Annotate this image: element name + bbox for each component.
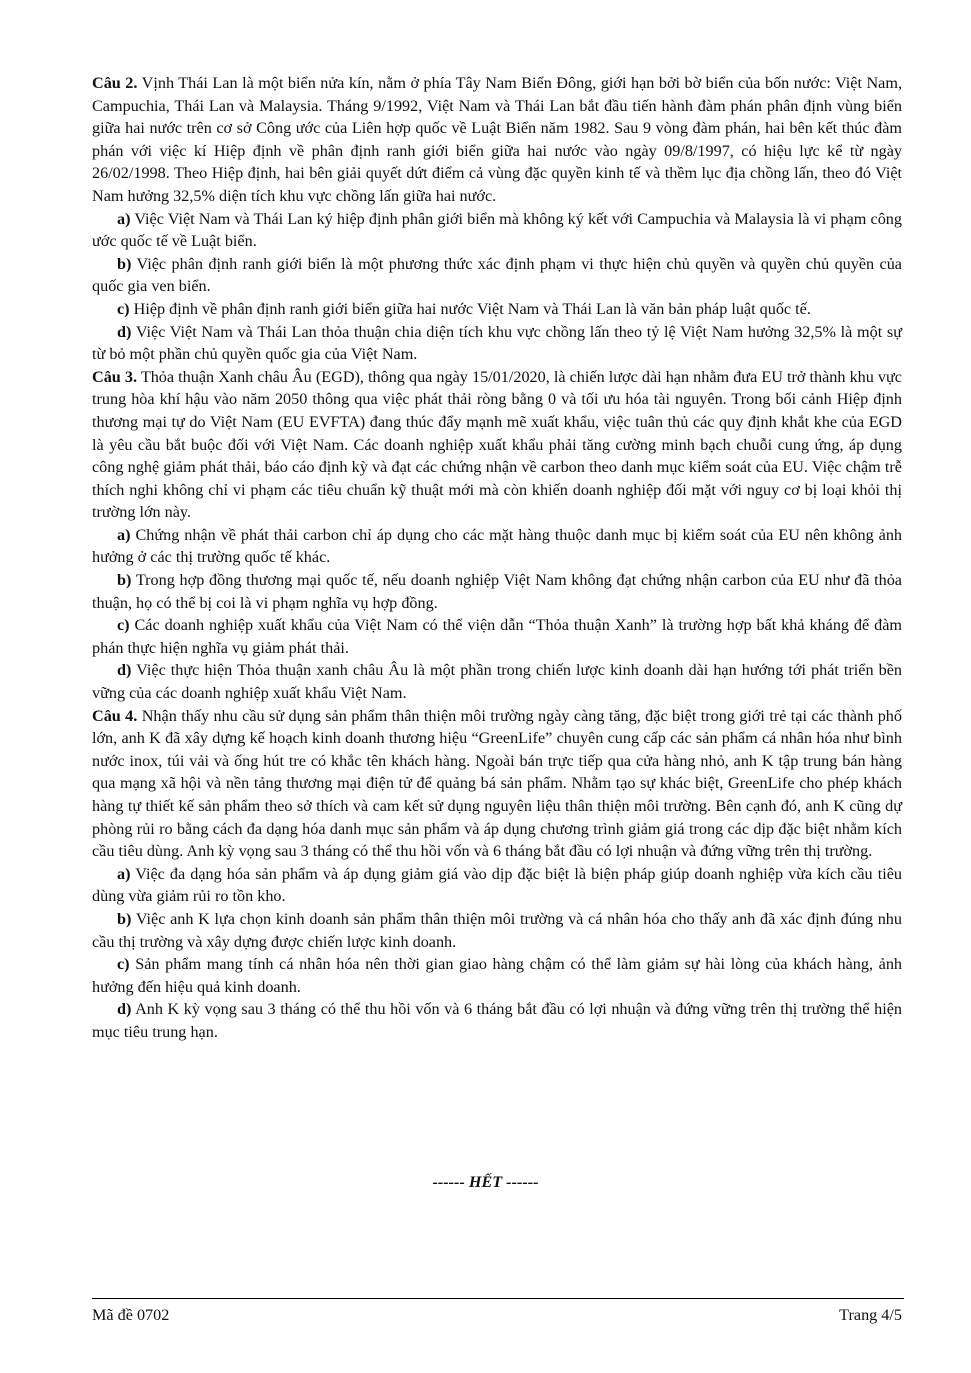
question-2-option-a [92, 208, 902, 253]
option-label: d) [117, 1000, 132, 1019]
option-label: b) [117, 909, 132, 928]
option-text: Việc anh K lựa chọn kinh doanh sản phẩm thân thiện môi trường và cá nhân hóa cho thấy anh đã xác định đúng nhu cầu thị trường và xây dựng được chiến lược kinh doanh. [92, 909, 902, 951]
question-3-label: Câu 3. [92, 367, 138, 386]
question-4 [92, 705, 902, 863]
question-4-label: Câu 4. [92, 706, 138, 725]
option-text: Hiệp định về phân định ranh giới biển giữa hai nước Việt Nam và Thái Lan là văn bản pháp luật quốc tế. [133, 299, 811, 318]
question-3-option-b [92, 569, 902, 614]
option-text: Chứng nhận về phát thải carbon chỉ áp dụng cho các mặt hàng thuộc danh mục bị kiểm soát của EU nên không ảnh hưởng ở các thị trường quốc tế khác. [92, 525, 903, 567]
option-text: Sản phẩm mang tính cá nhân hóa nên thời gian giao hàng chậm có thể làm giảm sự hài lòng của khách hàng, ảnh hưởng đến hiệu quả kinh doanh. [92, 955, 903, 996]
option-text: Việc phân định ranh giới biển là một phương thức xác định phạm vi thực hiện chủ quyền và quyền chủ quyền của quốc gia ven biển. [92, 254, 902, 296]
option-text: Việc Việt Nam và Thái Lan ký hiệp định phân giới biển mà không ký kết với Campuchia và Malaysia là vi phạm công ước quốc tế về Luật biển. [92, 209, 902, 251]
option-text: Việc thực hiện Thỏa thuận xanh châu Âu là một phần trong chiến lược kinh doanh dài hạn hướng tới phát triển bền vững của các doanh nghiệp xuất khẩu Việt Nam. [92, 661, 903, 703]
option-label: a) [117, 864, 131, 883]
option-text: Việc Việt Nam và Thái Lan thỏa thuận chia diện tích khu vực chồng lấn theo tỷ lệ Việt Nam hưởng 32,5% là một sự từ bỏ một phần chủ quyền quốc gia của Việt Nam. [92, 322, 902, 364]
option-label: c) [117, 299, 130, 318]
question-3-option-a [92, 524, 902, 569]
question-4-option-a [92, 863, 902, 908]
question-3-option-c [92, 614, 902, 659]
footer-divider [92, 1298, 904, 1299]
option-text: Trong hợp đồng thương mại quốc tế, nếu doanh nghiệp Việt Nam không đạt chứng nhận carbon của EU như đã thỏa thuận, họ có thể bị coi là vi phạm nghĩa vụ hợp đồng. [92, 571, 902, 612]
question-3-text: Thỏa thuận Xanh châu Âu (EGD), thông qua ngày 15/01/2020, là chiến lược dài hạn nhằm đưa EU trở thành khu vực trung hòa khí hậu vào năm 2050 thông qua việc phát thải ròng bằng 0 và tối ưu hóa tài nguyên. Trong bối cảnh Hiệp định thương mại tự do Việt Nam (EU EVFTA) đang thúc đẩy mạnh mẽ xuất khẩu, việc tuân thủ các quy định khắt khe của EGD là yêu cầu bắt buộc đối với Việt Nam. Các doanh nghiệp xuất khẩu phải tăng cường minh bạch chuỗi cung ứng, áp dụng công nghệ giảm phát thải, báo cáo định kỳ và đạt các chứng nhận về carbon theo danh mục kiểm soát của EU. Việc chậm trễ thích nghi không chỉ vi phạm các tiêu chuẩn kỹ thuật mới mà còn khiến doanh nghiệp đối mặt với nguy cơ bị loại khỏi thị trường lớn này. [92, 367, 902, 522]
question-2-text: Vịnh Thái Lan là một biển nửa kín, nằm ở phía Tây Nam Biển Đông, giới hạn bởi bờ biển của bốn nước: Việt Nam, Campuchia, Thái Lan và Malaysia. Tháng 9/1992, Việt Nam và Thái Lan bắt đầu tiến hành đàm phán phân định vùng biển giữa hai nước trên cơ sở Công ước của Liên hợp quốc về Luật Biển năm 1982. Sau 9 vòng đàm phán, hai bên kết thúc đàm phán với việc kí Hiệp định về phân định ranh giới biển giữa hai nước vào ngày 09/8/1997, có hiệu lực kể từ ngày 26/02/1998. Theo Hiệp định, hai bên giải quyết dứt điểm cả vùng đặc quyền kinh tế và thềm lục địa chồng lấn, theo đó Việt Nam hưởng 32,5% diện tích khu vực chồng lấn giữa hai nước. [92, 74, 902, 205]
option-label: a) [117, 525, 131, 544]
exam-code: Mã đề 0702 [92, 1306, 170, 1324]
question-2-option-b [92, 253, 902, 298]
option-label: c) [117, 955, 130, 974]
document-body [92, 72, 902, 1044]
question-4-option-d [92, 998, 902, 1043]
option-text: Việc đa dạng hóa sản phẩm và áp dụng giảm giá vào dịp đặc biệt là biện pháp giúp doanh nghiệp vừa kích cầu tiêu dùng vừa giảm rủi ro tồn kho. [92, 864, 902, 906]
end-marker: ------ HẾT ------ [432, 1173, 539, 1191]
option-label: b) [117, 571, 132, 590]
question-4-option-c [92, 953, 902, 998]
option-label: d) [117, 322, 132, 341]
question-2-option-d [92, 321, 902, 366]
option-label: c) [117, 616, 130, 635]
page-number: Trang 4/5 [839, 1306, 902, 1324]
question-2-option-c [92, 298, 902, 321]
question-3-option-d [92, 659, 902, 704]
option-label: d) [117, 661, 132, 680]
question-4-option-b [92, 908, 902, 953]
question-3 [92, 366, 902, 524]
question-2-label: Câu 2. [92, 74, 138, 92]
option-text: Anh K kỳ vọng sau 3 tháng có thể thu hồi vốn và 6 tháng bắt đầu có lợi nhuận và đứng vững trên thị trường thể hiện mục tiêu trung hạn. [92, 1000, 903, 1041]
question-4-text: Nhận thấy nhu cầu sử dụng sản phẩm thân thiện môi trường ngày càng tăng, đặc biệt trong giới trẻ tại các thành phố lớn, anh K đã xây dựng kế hoạch kinh doanh thương hiệu “GreenLife” chuyên cung cấp các sản phẩm cá nhân hóa như bình nước inox, túi vải và ống hút tre có khắc tên khách hàng. Ngoài bán trực tiếp qua cửa hàng nhỏ, anh K tập trung bán hàng qua mạng xã hội và nền tảng thương mại điện tử để quảng bá sản phẩm. Nhằm tạo sự khác biệt, GreenLife cho phép khách hàng tự thiết kế sản phẩm theo sở thích và cam kết sử dụng nguyên liệu thân thiện môi trường. Bên cạnh đó, anh K cũng dự phòng rủi ro bằng cách đa dạng hóa danh mục sản phẩm và áp dụng chương trình giảm giá trong các dịp đặc biệt nhằm kích cầu tiêu dùng. Anh kỳ vọng sau 3 tháng có thể thu hồi vốn và 6 tháng bắt đầu có lợi nhuận và đứng vững trên thị trường. [92, 706, 902, 861]
option-label: b) [117, 254, 132, 273]
option-text: Các doanh nghiệp xuất khẩu của Việt Nam có thể viện dẫn “Thỏa thuận Xanh” là trường hợp bất khả kháng để đàm phán thực hiện nghĩa vụ giảm phát thải. [92, 616, 902, 657]
option-label: a) [117, 209, 131, 228]
question-2 [92, 72, 902, 208]
